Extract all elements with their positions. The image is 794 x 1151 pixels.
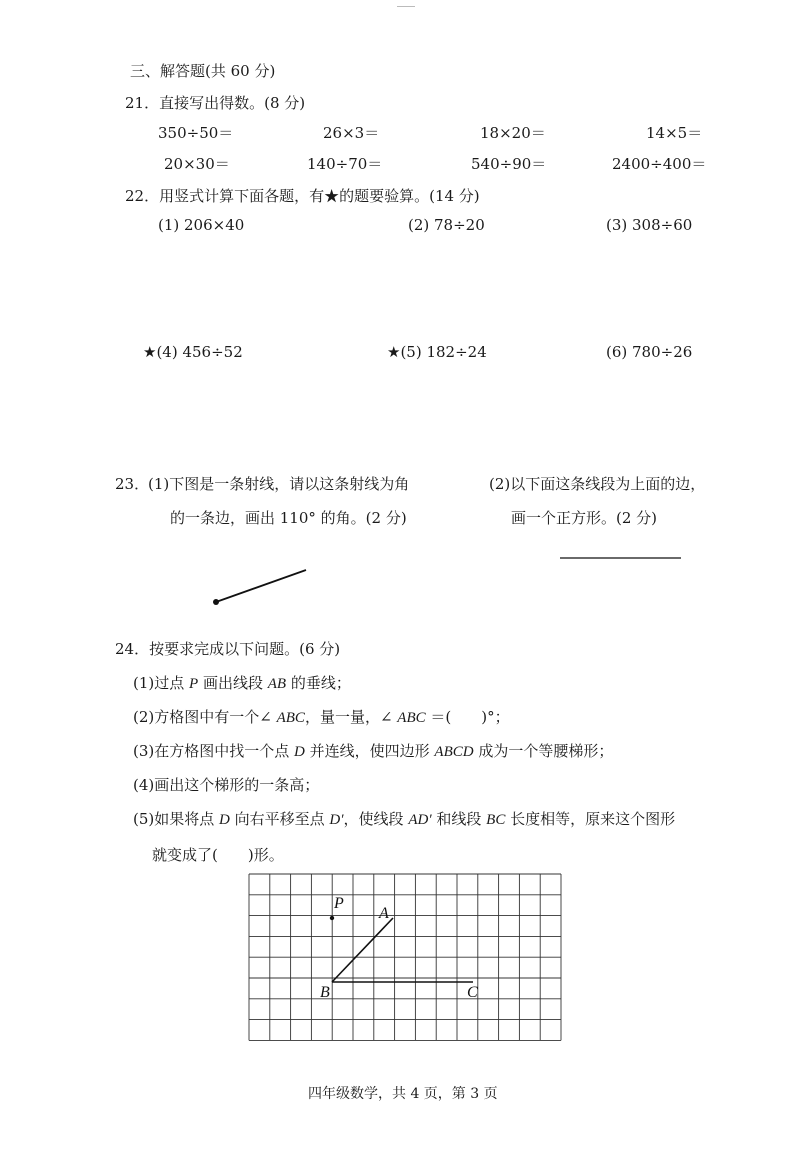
q23-part2-text: 画一个正方形。(2 分) — [511, 509, 658, 527]
q22-header: 22．用竖式计算下面各题，有★的题要验算。(14 分) — [125, 187, 480, 205]
q21-item: 26×3＝ — [323, 124, 380, 142]
q21-item: 2400÷400＝ — [612, 155, 707, 173]
q21-item: 540÷90＝ — [471, 155, 547, 173]
q22-item: (3) 308÷60 — [606, 216, 693, 234]
q24-header: 24．按要求完成以下问题。(6 分) — [115, 640, 341, 658]
q22-item: (1) 206×40 — [158, 216, 245, 234]
q23-part2-text: (2)以下面这条线段为上面的边， — [489, 475, 706, 493]
q24-step-5-line2: 就变成了( )形。 — [152, 846, 284, 864]
label-b: B — [320, 984, 330, 1001]
point-p — [330, 916, 334, 920]
q21-item: 350÷50＝ — [158, 124, 234, 142]
page-footer: 四年级数学，共 4 页，第 3 页 — [308, 1086, 498, 1102]
q24-step-3: (3)在方格图中找一个点 D 并连线，使四边形 ABCD 成为一个等腰梯形； — [133, 742, 614, 760]
q21-item: 14×5＝ — [646, 124, 703, 142]
section-title: 三、解答题(共 60 分) — [130, 62, 276, 80]
q22-item: (2) 78÷20 — [408, 216, 485, 234]
label-a: A — [379, 905, 389, 922]
square-grid — [249, 874, 561, 1040]
q24-step-5: (5)如果将点 D 向右平移至点 D′，使线段 AD′ 和线段 BC 长度相等，原来这个图形 — [133, 810, 676, 828]
ray-endpoint — [213, 599, 219, 605]
q24-step-4: (4)画出这个梯形的一条高； — [133, 776, 320, 794]
q22-item: (6) 780÷26 — [606, 343, 693, 361]
ray-line — [216, 570, 306, 602]
q24-step-2: (2)方格图中有一个∠ ABC，量一量，∠ ABC ＝( )°； — [133, 708, 510, 726]
label-p: P — [334, 895, 344, 912]
segment-ab — [332, 918, 393, 982]
q21-item: 140÷70＝ — [307, 155, 383, 173]
label-c: C — [467, 984, 478, 1001]
q22-item: ★(5) 182÷24 — [387, 343, 487, 361]
q23-number: 23． — [115, 475, 150, 493]
q23-part1-text: (1)下图是一条射线，请以这条射线为角 — [148, 475, 410, 493]
q21-header: 21．直接写出得数。(8 分) — [125, 94, 306, 112]
q21-item: 20×30＝ — [164, 155, 230, 173]
q24-step-1: (1)过点 P 画出线段 AB 的垂线； — [133, 674, 351, 692]
q22-item: ★(4) 456÷52 — [143, 343, 243, 361]
q23-part1-text: 的一条边，画出 110° 的角。(2 分) — [170, 509, 407, 527]
q21-item: 18×20＝ — [480, 124, 546, 142]
